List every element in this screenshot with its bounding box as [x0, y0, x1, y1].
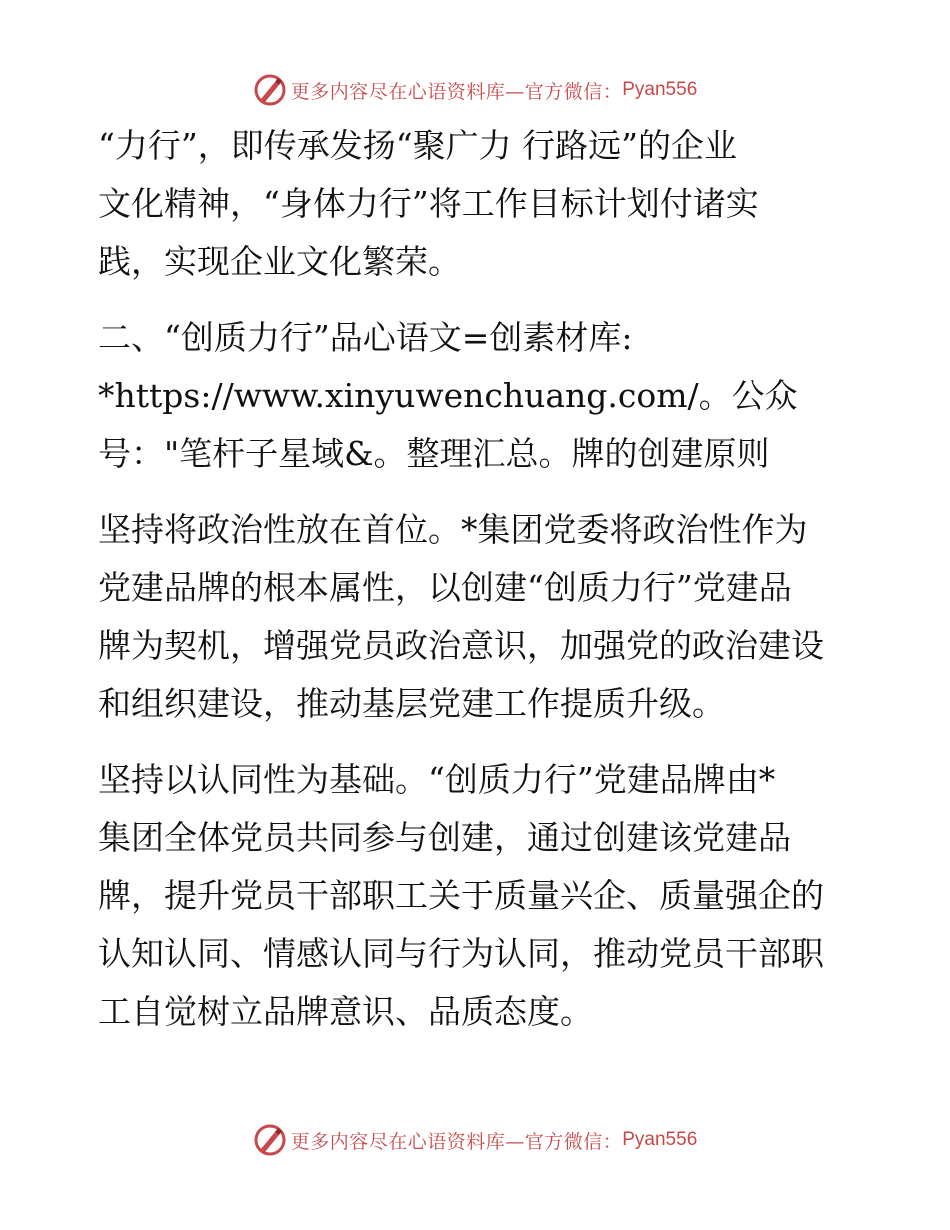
text-line: 党建品牌的根本属性，以创建“创质力行”党建品: [98, 568, 792, 607]
header-banner-text: 更多内容尽在心语资料库—官方微信：: [290, 80, 623, 103]
footer-banner-text: 更多内容尽在心语资料库—官方微信：: [290, 1130, 623, 1153]
pen-logo-icon: [253, 1123, 287, 1157]
pen-logo-icon: [253, 73, 287, 107]
header-banner: [0, 70, 950, 110]
document-body: [98, 117, 858, 1041]
header-wechat-id: Pyan556: [622, 79, 698, 100]
footer-banner: [0, 1120, 950, 1160]
text-line: 牌，提升党员干部职工关于质量兴企、质量强企的: [98, 876, 824, 915]
text-line: 号："笔杆子星域&。整理汇总。牌的创建原则: [98, 434, 770, 473]
paragraph-2: [98, 309, 858, 483]
text-line: 认知认同、情感认同与行为认同，推动党员干部职: [98, 934, 824, 973]
text-line: 和组织建设，推动基层党建工作提质升级。: [98, 684, 725, 723]
text-line: 集团全体党员共同参与创建，通过创建该党建品: [98, 818, 791, 857]
text-line: 二、“创质力行”品心语文=创素材库:: [98, 318, 633, 357]
paragraph-4: [98, 751, 858, 1041]
text-line: 文化精神，“身体力行”将工作目标计划付诸实: [98, 184, 759, 223]
text-line: 坚持将政治性放在首位。*集团党委将政治性作为: [98, 510, 808, 549]
text-line: 坚持以认同性为基础。“创质力行”党建品牌由*: [98, 760, 776, 799]
footer-wechat-id: Pyan556: [622, 1129, 698, 1150]
text-line: 牌为契机，增强党员政治意识，加强党的政治建设: [98, 626, 824, 665]
paragraph-3: [98, 501, 858, 733]
text-line: 工自觉树立品牌意识、品质态度。: [98, 992, 593, 1031]
paragraph-1: [98, 117, 858, 291]
text-line: 践，实现企业文化繁荣。: [98, 242, 461, 281]
text-line: *https://www.xinyuwenchuang.com/。公众: [98, 376, 798, 415]
text-line: “力行”，即传承发扬“聚广力 行路远”的企业: [98, 126, 737, 165]
